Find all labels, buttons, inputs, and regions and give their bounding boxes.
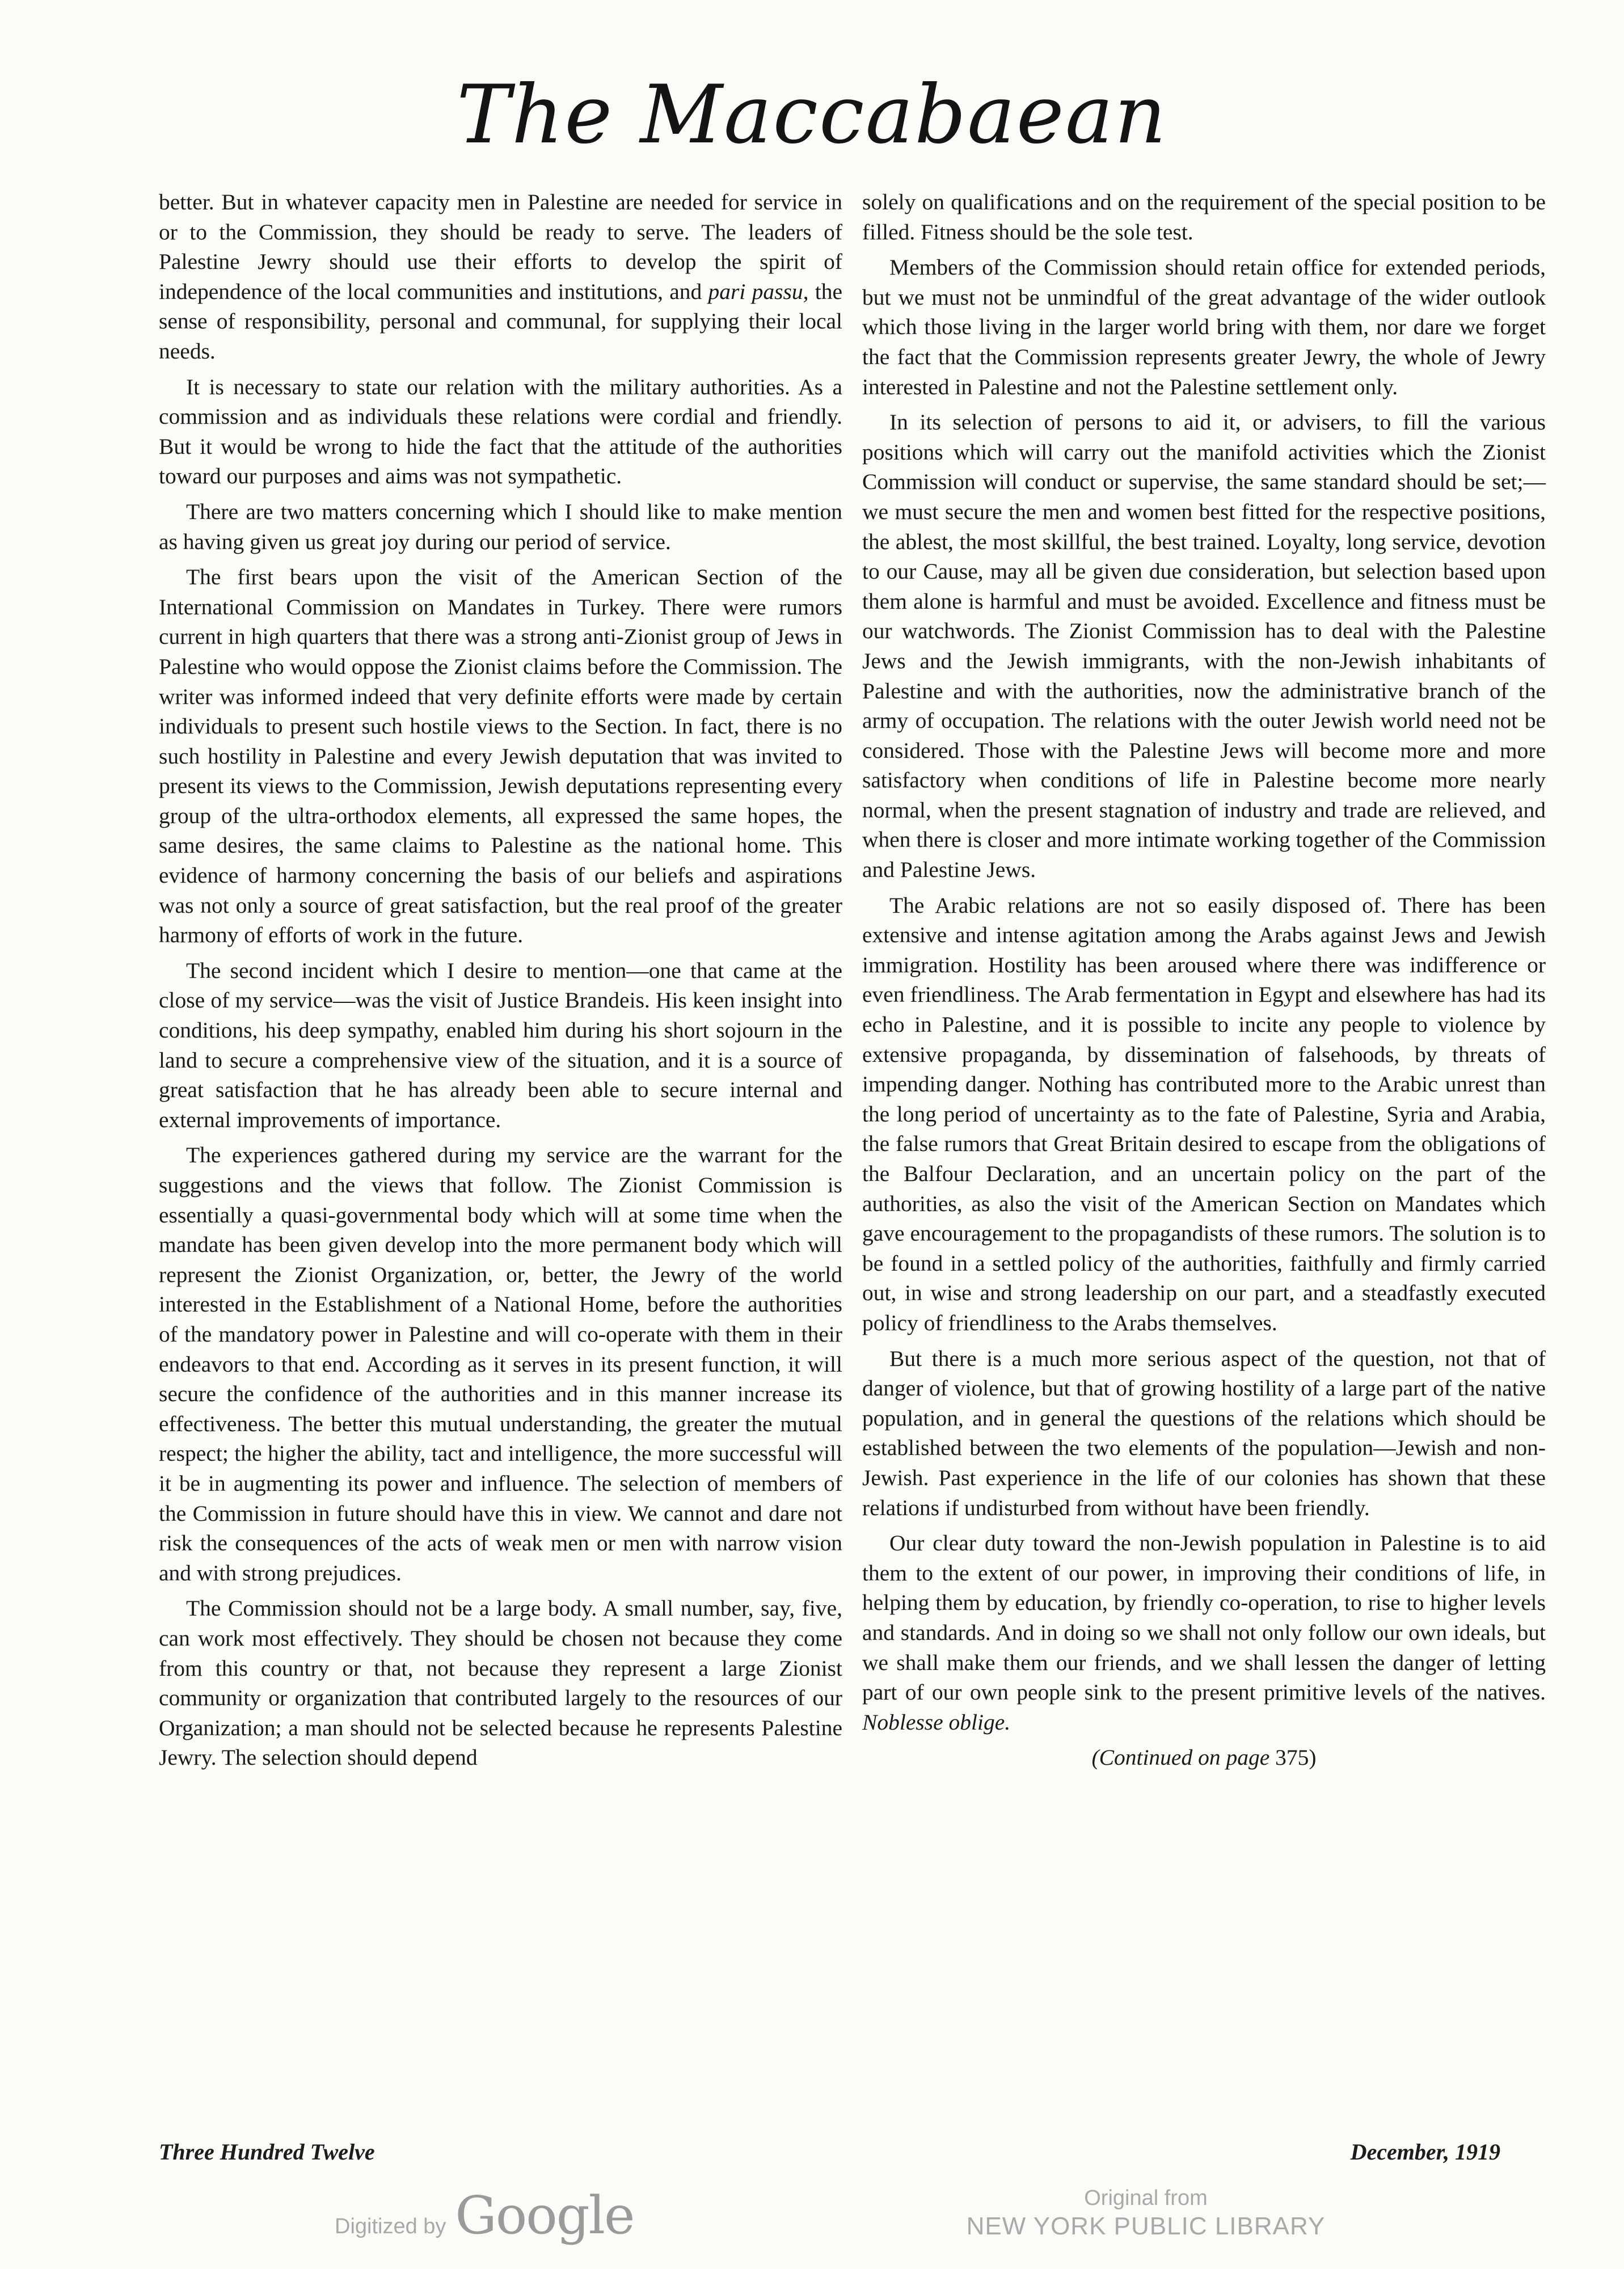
paragraph: The Commission should not be a large body. A small number, say, five, can work most effectively. They should be chosen not because they come from this country or that, not because they represent a large Zionist community or organization that contributed largely to the resources of our Organization; a man should not be selected because he represents Palestine Jewry. The selection should depend bbox=[159, 1596, 842, 1770]
paragraph-text: the sense of responsibility, personal and communal, for supplying their local needs. bbox=[159, 279, 843, 364]
continued-note bbox=[862, 1743, 1546, 1773]
digitized-by-text: Digitized by bbox=[335, 2215, 446, 2238]
original-from-watermark bbox=[964, 2185, 1327, 2242]
continued-prefix: (Continued on page bbox=[1091, 1745, 1270, 1770]
paragraph: But there is a much more serious aspect of the question, not that of danger of violence, but that of growing hostility of a large part of the native population, and in general the questions of the relations which should be established between the two elements of the population—Jewish and non-Jewish. Past experience in the life of our colonies has shown that these relations if undisturbed from without have been friendly. bbox=[862, 1346, 1546, 1520]
footer-page-label: Three Hundred Twelve bbox=[159, 2139, 375, 2165]
paragraph-text: better. But in whatever capacity men in Palestine are needed for service in or to the Commission, they should be ready to serve. The leaders of Palestine Jewry should use their efforts to develop the spirit of independence of the local communities and institutions, and bbox=[159, 189, 842, 304]
continued-page: 375) bbox=[1275, 1745, 1317, 1770]
original-from-text: Original from bbox=[1084, 2186, 1208, 2210]
footer-date: December, 1919 bbox=[1350, 2139, 1500, 2165]
paragraph-text: Our clear duty toward the non-Jewish population in Palestine is to aid them to the extent of our power, in improving their conditions of life, in helping them by education, by friendly co-operation, to rise to higher levels and standards. And in doing so we shall not only follow our own ideals, but we shall make them our friends, and we shall lessen the danger of letting part of our own people sink to the present primitive levels of the natives. bbox=[862, 1530, 1546, 1705]
masthead-title: The Maccabaean bbox=[457, 68, 1167, 162]
paragraph: The second incident which I desire to mention—one that came at the close of my service—was the visit of Justice Brandeis. His keen insight into conditions, his deep sympathy, enabled him during his short sojourn in the land to secure a comprehensive view of the situation, and it is a source of great satisfaction that he has already been able to secure internal and external improvements of importance. bbox=[159, 958, 842, 1132]
italic-phrase: pari passu, bbox=[708, 279, 809, 304]
paragraph: The experiences gathered during my service are the warrant for the suggestions and the views that follow. The Zionist Commission is essentially a quasi-governmental body which will at some time when the mandate has been given develop into the more permanent body which will represent the Zionist Organization, or, better, the Jewry of the world interested in the Establishment of a National Home, before the authorities of the mandatory power in Palestine and will co-operate with them in their endeavors to that end. According as it serves in its present function, it will secure the confidence of the authorities and in this manner increase its effectiveness. The better this mutual understanding, the greater the mutual respect; the higher the ability, tact and intelligence, the more successful will it be in augmenting its power and influence. The selection of members of the Commission in future should have this in view. We cannot and dare not risk the consequences of the acts of weak men or men with narrow vision and with strong prejudices. bbox=[159, 1142, 842, 1585]
paragraph: In its selection of persons to aid it, or advisers, to fill the various positions which will carry out the manifold activities which the Zionist Commission will conduct or supervise, the same standard should be set;—we must secure the men and women best fitted for the respective positions, the ablest, the most skillful, the best trained. Loyalty, long service, devotion to our Cause, may all be given due consideration, but selection based upon them alone is harmful and must be avoided. Excellence and fitness must be our watchwords. The Zionist Commission has to deal with the Palestine Jews and the Jewish immigrants, with the non-Jewish inhabitants of Palestine and with the authorities, now the administrative branch of the army of occupation. The relations with the outer Jewish world need not be considered. Those with the Palestine Jews will become more and more satisfactory when conditions of life in Palestine become more nearly normal, when the present stagnation of industry and trade are relieved, and when there is closer and more intimate working together of the Commission and Palestine Jews. bbox=[862, 410, 1546, 883]
digitized-watermark bbox=[335, 2185, 634, 2246]
paragraph: Members of the Commission should retain office for extended periods, but we must not be unmindful of the great advantage of the wider outlook which those living in the larger world bring with them, nor dare we forget the fact that the Commission represents greater Jewry, the whole of Jewry interested in Palestine and not the Palestine settlement only. bbox=[862, 255, 1546, 399]
paragraph bbox=[159, 187, 842, 366]
left-column bbox=[159, 187, 842, 1778]
paragraph bbox=[862, 1528, 1546, 1737]
right-column bbox=[862, 187, 1546, 1778]
paragraph: The first bears upon the visit of the American Section of the International Commission on Mandates in Turkey. There were rumors current in high quarters that there was a strong anti-Zionist group of Jews in Palestine who would oppose the Zionist claims before the Commission. The writer was informed indeed that very definite efforts were made by certain individuals to present such hostile views to the Section. In fact, there is no such hostility in Palestine and every Jewish deputation that was invited to present its views to the Commission, Jewish deputations representing every group of the ultra-orthodox elements, all expressed the same hopes, the same desires, the same claims to Palestine as the national home. This evidence of harmony concerning the basis of our beliefs and aspirations was not only a source of great satisfaction, but the real proof of the greater harmony of efforts of work in the future. bbox=[159, 564, 842, 948]
italic-phrase: Noblesse oblige. bbox=[862, 1709, 1011, 1735]
paragraph: There are two matters concerning which I should like to make mention as having given us great joy during our period of service. bbox=[159, 499, 842, 554]
library-name: NEW YORK PUBLIC LIBRARY bbox=[966, 2212, 1326, 2240]
paragraph: solely on qualifications and on the requirement of the special position to be filled. Fitness should be the sole test. bbox=[862, 189, 1546, 244]
paragraph: It is necessary to state our relation with the military authorities. As a commission and as individuals these relations were cordial and friendly. But it would be wrong to hide the fact that the attitude of the authorities toward our purposes and aims was not sympathetic. bbox=[159, 374, 842, 489]
paragraph: The Arabic relations are not so easily disposed of. There has been extensive and intense agitation among the Arabs against Jews and Jewish immigration. Hostility has been aroused where there was indifference or even friendliness. The Arab fermentation in Egypt and elsewhere has had its echo in Palestine, and it is possible to incite any people to violence by extensive propaganda, by dissemination of falsehoods, by threats of impending danger. Nothing has contributed more to the Arabic unrest than the long period of uncertainty as to the fate of Palestine, Syria and Arabia, the false rumors that Great Britain desired to escape from the obligations of the Balfour Declaration, and an uncertain policy on the part of the authorities, as also the visit of the American Section on Mandates which gave encouragement to the propagandists of these rumors. The solution is to be found in a settled policy of the authorities, faithfully and firmly carried out, in wise and strong leadership on our part, and a steadfastly executed policy of friendliness to the Arabs themselves. bbox=[862, 892, 1546, 1335]
google-logo: Google bbox=[455, 2185, 634, 2246]
